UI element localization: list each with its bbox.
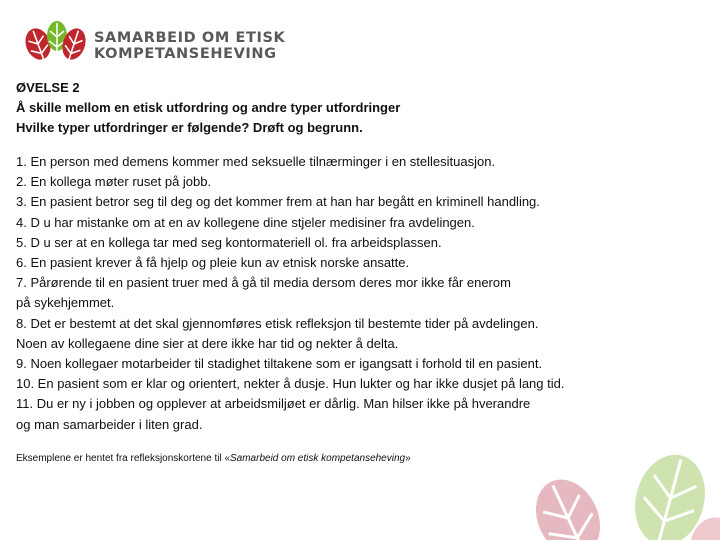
exercise-list xyxy=(16,152,696,435)
leaf-decoration-icon xyxy=(520,440,720,540)
footnote-prefix: Eksemplene er hentet fra refleksjonskortene til « xyxy=(16,453,230,464)
logo-line-1: SAMARBEID OM ETISK xyxy=(94,30,286,46)
list-item: på sykehjemmet. xyxy=(16,295,115,311)
list-item: Noen av kollegaene dine sier at dere ikke har tid og nekter å delta. xyxy=(16,335,399,351)
footnote-source-title: Samarbeid om etisk kompetanseheving xyxy=(230,453,406,464)
source-footnote xyxy=(16,452,411,466)
logo-text xyxy=(94,30,285,62)
list-item: og man samarbeider i liten grad. xyxy=(16,416,203,432)
list-item: 5. D u ser at en kollega tar med seg kontormateriell ol. fra arbeidsplassen. xyxy=(16,234,442,250)
list-item: 4. D u har mistanke om at en av kollegene dine stjeler medisiner fra avdelingen. xyxy=(16,214,475,230)
list-item: 7. Pårørende til en pasient truer med å gå til media dersom deres mor ikke får enerom xyxy=(16,275,511,291)
list-item: 10. En pasient som er klar og orientert, nekter å dusje. Hun lukter og har ikke dusjet på lang tid. xyxy=(16,376,565,392)
leaf-logo-icon xyxy=(24,14,88,64)
list-item: 2. En kollega møter ruset på jobb. xyxy=(16,174,212,190)
exercise-subtitle: Å skille mellom en etisk utfordring og andre typer utfordringer xyxy=(16,100,401,115)
logo xyxy=(24,12,286,68)
exercise-title: ØVELSE 2 xyxy=(16,80,80,95)
exercise-heading xyxy=(16,78,400,138)
list-item: 3. En pasient betror seg til deg og det kommer frem at han har begått en kriminell handling. xyxy=(16,194,540,210)
list-item: 8. Det er bestemt at det skal gjennomføres etisk refleksjon til bestemte tider på avdelingen. xyxy=(16,315,539,331)
list-item: 6. En pasient krever å få hjelp og pleie kun av etnisk norske ansatte. xyxy=(16,255,410,271)
list-item: 9. Noen kollegaer motarbeider til stadighet tiltakene som er igangsatt i forhold til en pasient. xyxy=(16,356,543,372)
list-item: 11. Du er ny i jobben og opplever at arbeidsmiljøet er dårlig. Man hilser ikke på hverandre xyxy=(16,396,531,412)
footnote-suffix: » xyxy=(405,453,411,464)
list-item: 1. En person med demens kommer med seksuelle tilnærminger i en stellesituasjon. xyxy=(16,154,496,169)
logo-line-2: KOMPETANSEHEVING xyxy=(94,46,277,62)
exercise-question: Hvilke typer utfordringer er følgende? Drøft og begrunn. xyxy=(16,120,363,135)
